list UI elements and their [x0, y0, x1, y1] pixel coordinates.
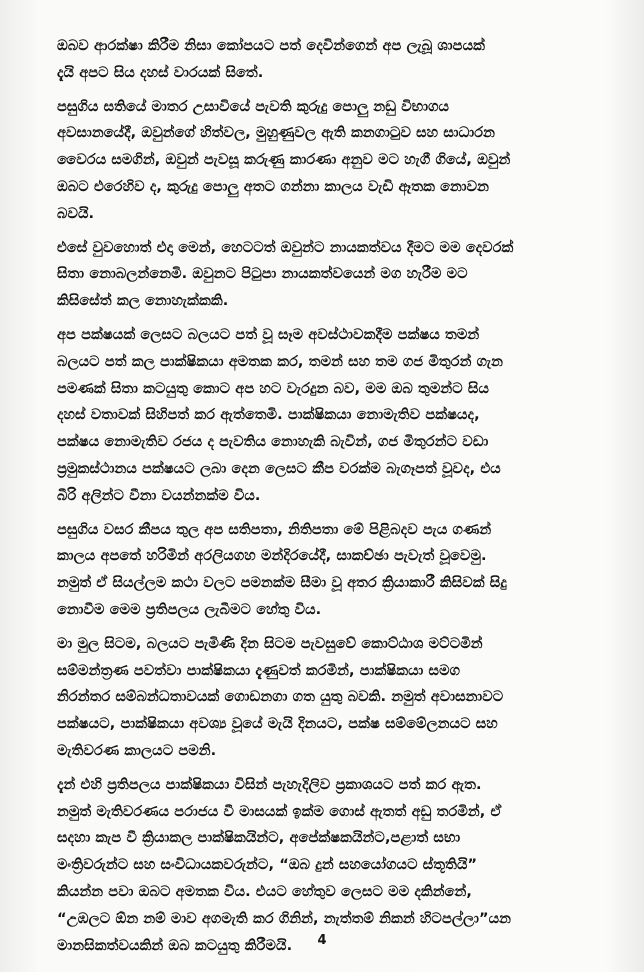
text-line: නමුත් මැතිවරණය පරාජය වී මාසයක් ඉක්ම ගොස් ඇතත් අඩු තරමින්, ඒ	[57, 803, 502, 820]
text-line: අප පක්ෂයක් ලෙසට බලයට පත් වූ සෑම අවස්ථාවකදීම පක්ෂය තමන්	[57, 326, 480, 343]
text-line: සදහා කැප වී ක්‍රියාකල පාක්ෂිකයින්ට, අපේක්ෂකයින්ට,පළාත් සභා	[57, 830, 461, 847]
paragraph	[57, 631, 617, 765]
text-line: බවයි.	[57, 205, 95, 222]
text-line: “උඹලට ඕන නම් මාව අගමැති කර ගිනින්, නැත්තම් නිකන් හිටපල්ලා”යන	[57, 910, 511, 927]
text-line: බීරි අලින්ට වීනා වයන්නක්ම විය.	[57, 487, 261, 504]
page-body	[57, 33, 617, 966]
text-line: කාලය අපතේ හරිමින් අරලියගහ මන්දිරයේදී, සාකච්ඡා පැවැත් වූවෙමු.	[57, 548, 487, 565]
text-line: පක්ෂයට, පාක්ෂිකයා අවශ්‍ය වූයේ මැයි දිනයට, පක්ෂ සම්මේලනයට සහ	[57, 716, 498, 733]
text-line: කියන්න පවා ඔබට අමතක විය. එයට හේතුව ලෙසට මම දකින්නේ,	[57, 883, 473, 900]
paragraph	[57, 94, 617, 228]
paragraph	[57, 322, 617, 510]
text-line: දැන් එහි ප්‍රතිපලය පාක්ෂිකයා විසින් පැහැදිලිව ප්‍රකාශයට පත් කර ඇත.	[57, 776, 482, 793]
paragraph	[57, 235, 617, 315]
text-line: වෛරය සමගින්, ඔවුන් පැවසූ කරුණු කාරණා අනුව මට හැගී ගියේ, ඔවුන්	[57, 152, 511, 169]
text-line: දහස් වතාවක් සිහිපත් කර ඇත්තෙමි. පාක්ෂිකයා නොමැතිව පක්ෂයද,	[57, 407, 480, 424]
text-line: ප්‍රමුකස්ථානය පක්ෂයට ලබා දෙන ලෙසට කීප වරක්ම බැගෑපත් වූවද, එය	[57, 460, 501, 477]
text-line: මානසිකත්වයකින් ඔබ කටයුතු කිරීමයි.	[57, 937, 293, 954]
text-line: කිසිසේත් කල නොහැක්කකි.	[57, 293, 229, 310]
text-line: දැයි අපට සිය දහස් වාරයක් සිතේ.	[57, 64, 264, 81]
text-line: නොවීම මෙම ප්‍රතිපලය ලැබීමට හේතු විය.	[57, 601, 322, 618]
text-line: මැතිවරණ කාලයට පමනි.	[57, 742, 217, 759]
paragraph	[57, 517, 617, 624]
text-line: මා මුල සිටම, බලයට පැමිණි දින සිටම පැවසුවේ කොට්ඨාශ මට්ටමින්	[57, 635, 483, 652]
text-line: ඔබව ආරක්ෂා කිරීම නිසා කෝපයට පත් දෙවින්ගෙන් අප ලැබූ ශාපයක්	[57, 38, 485, 54]
text-line: පසුගිය වසර කීපය තුල අප සතිපතා, නිතිපතා මේ පිළිබදව පැය ගණන්	[57, 521, 492, 538]
text-line: එසේ වුවහොත් එදා මෙන්, හෙටටත් ඔවුන්ට නායකත්වය දීමට මම දෙවරක්	[57, 239, 514, 256]
text-line: අවසානයේදී, ඔවුන්ගේ හිත්වල, මුහුණුවල ඇති කනගාටුව සහ සාධාරන	[57, 125, 495, 142]
page-number: 4	[317, 933, 327, 948]
text-line: සිතා නොබලන්නෙමි. ඔවුනට පිටුපා නායකත්වයෙන් මග හැරීම මට	[57, 266, 468, 283]
text-line: ඔබට එරෙහිව ද, කුරුදු පොලු අතට ගන්නා කාලය වැඩි ඈතක නොවන	[57, 178, 490, 195]
text-line: පක්ෂය නොමැතිව රජය ද පැවතිය නොහැකි බැවින්, ගජ මිතුරන්ට වඩා	[57, 434, 489, 451]
paragraph	[57, 772, 617, 960]
text-line: සම්මන්ත්‍රණ පවත්වා පාක්ෂිකයා දැණුවත් කරමින්, පාක්ෂිකයා සමග	[57, 662, 461, 679]
text-line: පමණක් සිතා කටයුතු කොට අප හට වැරදුන බව, මම ඔබ තුමන්ට සිය	[57, 380, 489, 397]
text-line: පසුගිය සතියේ මාතර උසාවියේ පැවති කුරුදු පොලු නඩු විභාගය	[57, 98, 450, 115]
text-line: නිරන්තර සම්බන්ධතාවයක් ගොඩනගා ගත යුතු බවකි. නමුත් අවාසනාවට	[57, 689, 504, 706]
paragraph	[57, 33, 617, 87]
text-line: නමුත් ඒ සියල්ලම කථා වලට පමනක්ම සීමා වූ අතර ක්‍රියාකාරී කිසිවක් සිදු	[57, 575, 507, 592]
text-line: මංත්‍රිවරුන්ට සහ සංවිධායකවරුන්ට, “ඔබ දුන් සහයෝගයට ස්තූතියි”	[57, 857, 478, 874]
text-line: බලයට පත් කල පාක්ෂිකයා අමතක කර, තමන් සහ තම ගජ මිතුරන් ගැන	[57, 353, 504, 370]
